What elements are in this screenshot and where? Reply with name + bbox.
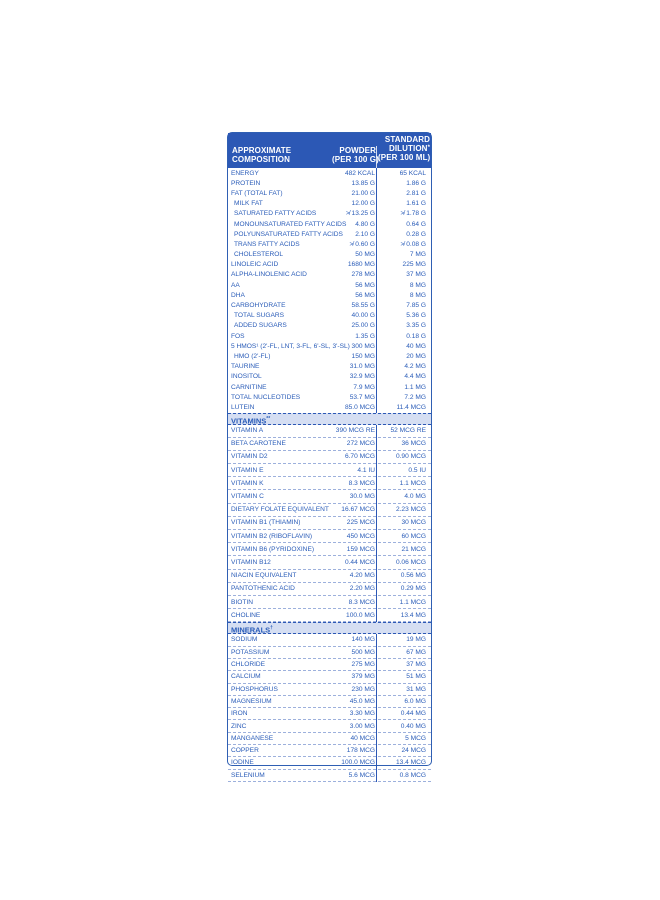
nutrient-label: FOS <box>231 332 245 340</box>
minerals-title: MINERALS <box>231 625 271 635</box>
vitamins-section <box>228 425 431 623</box>
mineral-row <box>228 647 431 659</box>
nutrient-label: VITAMIN C <box>231 493 264 501</box>
powder-value: 275 MG <box>351 661 375 669</box>
dilution-value: 40 MG <box>406 342 426 350</box>
vitamin-row <box>228 530 431 543</box>
nutrient-label: LINOLEIC ACID <box>231 261 279 269</box>
header-divider <box>376 146 377 168</box>
vitamin-row <box>228 504 431 517</box>
powder-value: 85.0 MCG <box>344 403 375 411</box>
nutrient-label: LUTEIN <box>231 403 255 411</box>
powder-value: 4.1 IU <box>357 466 375 474</box>
mineral-row <box>228 634 431 646</box>
nutrient-label: ENERGY <box>231 169 259 177</box>
nutrient-label: SATURATED FATTY ACIDS <box>234 210 317 218</box>
powder-value: 225 MCG <box>346 519 375 527</box>
composition-row <box>228 341 431 351</box>
dilution-value: 8 MG <box>409 291 426 299</box>
nutrient-label: VITAMIN B1 (THIAMIN) <box>231 519 301 527</box>
nutrient-label: TAURINE <box>231 363 260 371</box>
powder-value: 0.44 MCG <box>344 558 375 566</box>
mineral-row <box>228 745 431 757</box>
dilution-value: 20 MG <box>406 352 426 360</box>
nutrient-label: MAGNESIUM <box>231 697 272 705</box>
vitamin-row <box>228 556 431 569</box>
dilution-value: 7.85 G <box>406 302 426 310</box>
dilution-value: 36 MCG <box>401 440 426 448</box>
powder-value: 5.6 MCG <box>348 771 375 779</box>
vitamin-row <box>228 570 431 583</box>
powder-value: 40.00 G <box>351 312 375 320</box>
nutrient-label: VITAMIN K <box>231 479 264 487</box>
composition-row <box>228 321 431 331</box>
dilution-value: 3.35 G <box>406 322 426 330</box>
dilution-value: 4.4 MG <box>404 373 426 381</box>
dilution-value: 7.2 MG <box>404 393 426 401</box>
vitamins-title: VITAMINS <box>231 416 267 425</box>
nutrient-label: NIACIN EQUIVALENT <box>231 572 297 580</box>
dilution-value: 13.4 MG <box>400 611 426 619</box>
composition-row <box>228 260 431 270</box>
mineral-row <box>228 708 431 720</box>
mineral-row <box>228 659 431 671</box>
nutrient-label: PHOSPHORUS <box>231 685 278 693</box>
powder-value: 390 MCG RE <box>335 427 375 435</box>
powder-value: 40 MCG <box>350 734 375 742</box>
powder-value: 30.0 MG <box>349 493 375 501</box>
dilution-value: 5 MCG <box>405 734 426 742</box>
minerals-rows <box>228 634 431 782</box>
vitamin-row <box>228 543 431 556</box>
dilution-value: 37 MG <box>406 271 426 279</box>
composition-row <box>228 229 431 239</box>
nutrient-label: MANGANESE <box>231 734 274 742</box>
composition-row <box>228 239 431 249</box>
dilution-value: 52 MCG RE <box>390 427 426 435</box>
dilution-value: 0.28 G <box>406 230 426 238</box>
vitamins-header <box>228 413 431 425</box>
nutrient-label: PROTEIN <box>231 179 261 187</box>
nutrient-label: MILK FAT <box>234 200 263 208</box>
nutrient-label: SODIUM <box>231 636 258 644</box>
vitamin-row <box>228 477 431 490</box>
composition-header <box>232 146 291 164</box>
vitamin-row <box>228 609 431 622</box>
dilution-header-line1: STANDARD <box>384 135 430 144</box>
nutrient-label: ZINC <box>231 722 247 730</box>
powder-value: 272 MCG <box>346 440 375 448</box>
powder-value: 140 MG <box>351 636 375 644</box>
dilution-value: 11.4 MCG <box>396 403 426 411</box>
powder-header-line1: POWDER <box>339 146 376 155</box>
vitamin-row <box>228 583 431 596</box>
composition-row <box>228 250 431 260</box>
powder-value: 1.35 G <box>355 332 375 340</box>
powder-value: 8.3 MCG <box>348 598 375 606</box>
nutrient-label: VITAMIN D2 <box>231 453 268 461</box>
powder-value: 482 KCAL <box>344 169 375 177</box>
composition-header-line1: APPROXIMATE <box>232 146 292 155</box>
mineral-row <box>228 696 431 708</box>
mineral-row <box>228 684 431 696</box>
powder-value: 3.00 MG <box>349 722 375 730</box>
powder-value: 4.20 MG <box>349 572 375 580</box>
dilution-value: 67 MG <box>406 648 426 656</box>
mineral-row <box>228 733 431 745</box>
dilution-value: 1.61 G <box>406 200 426 208</box>
powder-value: 21.00 G <box>351 189 375 197</box>
composition-row <box>228 290 431 300</box>
powder-value: 178 MCG <box>346 747 375 755</box>
composition-row <box>228 402 431 412</box>
powder-value: 2.10 G <box>355 230 375 238</box>
nutrition-panel <box>227 132 432 779</box>
composition-row <box>228 209 431 219</box>
nutrient-label: COPPER <box>231 747 259 755</box>
dilution-value: 51 MG <box>406 673 426 681</box>
powder-value: 12.00 G <box>351 200 375 208</box>
dilution-value: 0.18 G <box>406 332 426 340</box>
dilution-value: 13.4 MCG <box>395 759 426 767</box>
nutrient-label: BETA CAROTENE <box>231 440 286 448</box>
nutrient-label: SELENIUM <box>231 771 265 779</box>
dilution-value: 0.44 MG <box>400 710 426 718</box>
dilution-value: 24 MCG <box>401 747 426 755</box>
powder-value: 45.0 MG <box>349 697 375 705</box>
nutrient-label: FAT (TOTAL FAT) <box>231 189 283 197</box>
powder-value: 278 MG <box>351 271 375 279</box>
dilution-value: 2.23 MCG <box>395 506 426 514</box>
minerals-header <box>228 622 431 634</box>
powder-value: ≯ 0.60 G <box>349 240 375 248</box>
dilution-value: 0.40 MG <box>400 722 426 730</box>
nutrient-label: CARNITINE <box>231 383 267 391</box>
composition-row <box>228 300 431 310</box>
dilution-value: 1.1 MG <box>404 383 426 391</box>
powder-value: 31.0 MG <box>349 363 375 371</box>
composition-row <box>228 178 431 188</box>
dilution-value: 6.0 MG <box>404 697 426 705</box>
nutrient-label: VITAMIN B6 (PYRIDOXINE) <box>231 545 315 553</box>
powder-value: 13.85 G <box>351 179 375 187</box>
nutrient-label: TOTAL NUCLEOTIDES <box>231 393 301 401</box>
nutrient-label: DHA <box>231 291 245 299</box>
dilution-value: 31 MG <box>406 685 426 693</box>
dilution-value: 65 KCAL <box>399 169 426 177</box>
dilution-value: 0.56 MG <box>400 572 426 580</box>
dilution-value: 60 MCG <box>401 532 426 540</box>
dilution-value: 0.90 MCG <box>395 453 426 461</box>
mineral-row <box>228 770 431 782</box>
nutrient-label: CHOLINE <box>231 611 261 619</box>
composition-row <box>228 382 431 392</box>
powder-value: 25.00 G <box>351 322 375 330</box>
vitamin-row <box>228 451 431 464</box>
dilution-value: 0.5 IU <box>408 466 426 474</box>
nutrient-label: POLYUNSATURATED FATTY ACIDS <box>234 230 343 238</box>
dilution-header-line3: (PER 100 ML) <box>378 153 431 162</box>
nutrient-label: CHLORIDE <box>231 661 266 669</box>
powder-value: 56 MG <box>355 291 375 299</box>
nutrient-label: VITAMIN B12 <box>231 558 271 566</box>
nutrient-label: ALPHA-LINOLENIC ACID <box>231 271 307 279</box>
nutrient-label: PANTOTHENIC ACID <box>231 585 295 593</box>
vitamin-row <box>228 490 431 503</box>
minerals-footnote-mark: † <box>270 625 273 632</box>
powder-value: 8.3 MCG <box>348 479 375 487</box>
powder-value: 6.70 MCG <box>344 453 375 461</box>
powder-value: 3.30 MG <box>349 710 375 718</box>
nutrient-label: MONOUNSATURATED FATTY ACIDS <box>234 220 347 228</box>
nutrient-label: HMO (2'-FL) <box>234 352 271 360</box>
nutrient-label: INOSITOL <box>231 373 262 381</box>
composition-row <box>228 188 431 198</box>
nutrient-label: BIOTIN <box>231 598 253 606</box>
dilution-value: 8 MG <box>409 281 426 289</box>
nutrient-label: VITAMIN E <box>231 466 264 474</box>
composition-rows <box>228 168 431 413</box>
composition-row <box>228 351 431 361</box>
dilution-header-text: DILUTION <box>388 144 428 153</box>
powder-header-line2: (PER 100 G) <box>332 155 379 164</box>
nutrient-label: VITAMIN A <box>231 427 264 435</box>
composition-section <box>228 168 431 413</box>
powder-value: ≯ 13.25 G <box>345 210 375 218</box>
dilution-value: 4.2 MG <box>404 363 426 371</box>
dilution-value: 19 MG <box>406 636 426 644</box>
powder-value: 50 MG <box>355 251 375 259</box>
composition-row <box>228 392 431 402</box>
mineral-row <box>228 757 431 769</box>
powder-header <box>332 146 379 164</box>
vitamin-row <box>228 425 431 438</box>
dilution-value: 0.8 MCG <box>399 771 426 779</box>
vitamin-row <box>228 438 431 451</box>
powder-value: 2.20 MG <box>349 585 375 593</box>
dilution-value: 0.64 G <box>406 220 426 228</box>
nutrient-label: TOTAL SUGARS <box>234 312 285 320</box>
dilution-value: 1.1 MCG <box>399 598 426 606</box>
composition-row <box>228 311 431 321</box>
powder-value: 450 MCG <box>346 532 375 540</box>
dilution-value: 30 MCG <box>401 519 426 527</box>
composition-row <box>228 372 431 382</box>
nutrient-label: CHOLESTEROL <box>234 251 284 259</box>
nutrient-label: IRON <box>231 710 248 718</box>
powder-value: 150 MG <box>351 352 375 360</box>
vitamin-row <box>228 517 431 530</box>
composition-header-line2: COMPOSITION <box>232 155 290 164</box>
nutrient-label: 5 HMOS¹ (2'-FL, LNT, 3-FL, 6'-SL, 3'-SL) <box>231 342 350 350</box>
nutrient-label: DIETARY FOLATE EQUIVALENT <box>231 506 329 514</box>
nutrient-label: TRANS FATTY ACIDS <box>234 240 300 248</box>
vitamins-rows <box>228 425 431 623</box>
vitamins-footnote-mark: ** <box>266 415 271 422</box>
dilution-value: 1.86 G <box>406 179 426 187</box>
powder-value: 500 MG <box>351 648 375 656</box>
powder-value: 7.9 MG <box>353 383 375 391</box>
nutrient-label: CARBOHYDRATE <box>231 302 286 310</box>
dilution-value: 2.81 G <box>406 189 426 197</box>
dilution-value: 0.29 MG <box>400 585 426 593</box>
powder-value: 230 MG <box>351 685 375 693</box>
nutrient-label: CALCIUM <box>231 673 261 681</box>
composition-row <box>228 280 431 290</box>
dilution-value: ≯ 1.78 G <box>400 210 426 218</box>
powder-value: 100.0 MCG <box>341 759 375 767</box>
dilution-value: ≯ 0.08 G <box>400 240 426 248</box>
vitamin-row <box>228 596 431 609</box>
powder-value: 300 MG <box>351 342 375 350</box>
powder-value: 53.7 MG <box>349 393 375 401</box>
nutrient-label: IODINE <box>231 759 254 767</box>
powder-value: 32.9 MG <box>349 373 375 381</box>
dilution-value: 21 MCG <box>401 545 426 553</box>
powder-value: 56 MG <box>355 281 375 289</box>
powder-value: 1680 MG <box>347 261 375 269</box>
composition-row <box>228 362 431 372</box>
powder-value: 159 MCG <box>346 545 375 553</box>
powder-value: 58.55 G <box>351 302 375 310</box>
dilution-value: 5.36 G <box>406 312 426 320</box>
minerals-section <box>228 634 431 782</box>
mineral-row <box>228 720 431 732</box>
dilution-header <box>378 135 430 162</box>
nutrient-label: VITAMIN B2 (RIBOFLAVIN) <box>231 532 313 540</box>
powder-value: 4.80 G <box>355 220 375 228</box>
composition-row <box>228 331 431 341</box>
dilution-value: 4.0 MG <box>404 493 426 501</box>
powder-value: 100.0 MG <box>346 611 375 619</box>
dilution-footnote-mark: * <box>427 145 430 151</box>
nutrient-label: POTASSIUM <box>231 648 270 656</box>
composition-row <box>228 168 431 178</box>
composition-row <box>228 270 431 280</box>
nutrient-label: ADDED SUGARS <box>234 322 287 330</box>
powder-value: 379 MG <box>351 673 375 681</box>
table-header <box>228 133 431 168</box>
vitamin-row <box>228 464 431 477</box>
dilution-header-line2 <box>378 144 430 153</box>
dilution-value: 7 MG <box>409 251 426 259</box>
dilution-value: 225 MG <box>402 261 426 269</box>
dilution-value: 0.06 MCG <box>395 558 426 566</box>
mineral-row <box>228 671 431 683</box>
composition-row <box>228 219 431 229</box>
nutrient-label: AA <box>231 281 240 289</box>
dilution-value: 37 MG <box>406 661 426 669</box>
powder-value: 16.67 MCG <box>341 506 375 514</box>
dilution-value: 1.1 MCG <box>399 479 426 487</box>
composition-row <box>228 199 431 209</box>
